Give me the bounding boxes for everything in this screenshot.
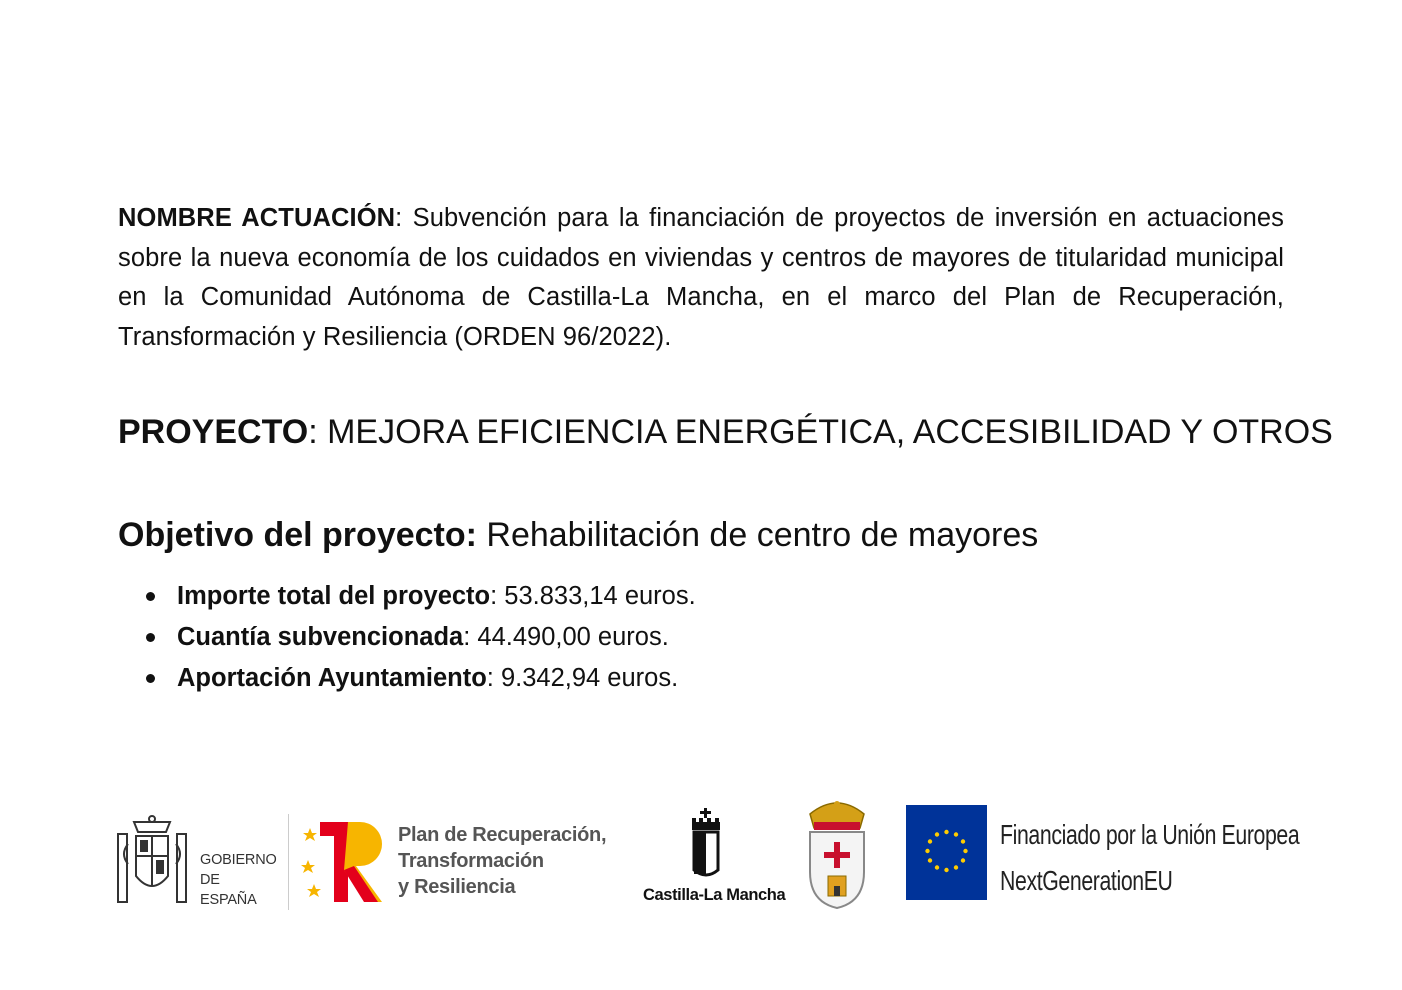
eu-flag-icon xyxy=(906,805,987,900)
gobierno-line2: DE ESPAÑA xyxy=(200,872,257,908)
prtr-line3: y Resiliencia xyxy=(398,876,516,898)
municipal-shield-logo xyxy=(804,800,870,910)
municipal-shield-icon xyxy=(804,800,870,910)
prtr-line2: Transformación xyxy=(398,850,544,872)
prtr-line1: Plan de Recuperación, xyxy=(398,824,607,846)
amount-label: Cuantía subvencionada xyxy=(177,623,464,651)
logo-strip xyxy=(0,800,1402,920)
gobierno-espana-logo xyxy=(114,814,277,908)
bullet-icon xyxy=(146,674,155,683)
bullet-icon xyxy=(146,592,155,601)
amount-label: Aportación Ayuntamiento xyxy=(177,664,487,692)
amount-value: : 44.490,00 euros. xyxy=(463,623,669,651)
amount-label: Importe total del proyecto xyxy=(177,582,491,610)
castle-tower-icon xyxy=(640,806,776,884)
spain-coat-of-arms-icon xyxy=(114,814,194,908)
list-item xyxy=(146,617,696,658)
eu-line1: Financiado por la Unión Europea xyxy=(1000,819,1300,850)
proyecto-text: : MEJORA EFICIENCIA ENERGÉTICA, ACCESIBILIDAD Y OTROS xyxy=(308,413,1333,451)
proyecto-label: PROYECTO xyxy=(118,413,309,451)
amount-value: : 9.342,94 euros. xyxy=(486,664,679,692)
logo-divider xyxy=(288,814,289,910)
objetivo-label: Objetivo del proyecto: xyxy=(118,516,477,554)
objetivo-text: Rehabilitación de centro de mayores xyxy=(476,516,1039,554)
bullet-icon xyxy=(146,633,155,642)
amount-value: : 53.833,14 euros. xyxy=(490,582,696,610)
amounts-list xyxy=(146,576,696,699)
clm-label: Castilla-La Mancha xyxy=(643,886,786,904)
eu-funding-text xyxy=(1000,812,1299,904)
eu-flag xyxy=(906,805,987,900)
eu-line2: NextGenerationEU xyxy=(1000,865,1173,896)
list-item xyxy=(146,576,696,617)
prtr-logo xyxy=(300,818,605,908)
gobierno-line1: GOBIERNO xyxy=(200,852,277,868)
castilla-la-mancha-logo xyxy=(640,806,786,906)
proyecto-heading xyxy=(118,407,1333,457)
objetivo-heading xyxy=(118,510,1038,560)
actuacion-text: : Subvención para la financiación de proyectos de inversión en actuaciones sobre la nueva economía de los cuidados en viviendas y centros de mayores de titularidad municipal en la Comunidad Autónoma de Castilla-La Mancha, en el marco del Plan de Recuperación, Transformación y Resiliencia (ORDEN 96/2022). xyxy=(118,204,1284,351)
list-item xyxy=(146,658,696,699)
actuacion-label: NOMBRE ACTUACIÓN xyxy=(118,204,396,232)
actuacion-description xyxy=(118,199,1284,357)
tr-logo-icon xyxy=(300,818,390,904)
